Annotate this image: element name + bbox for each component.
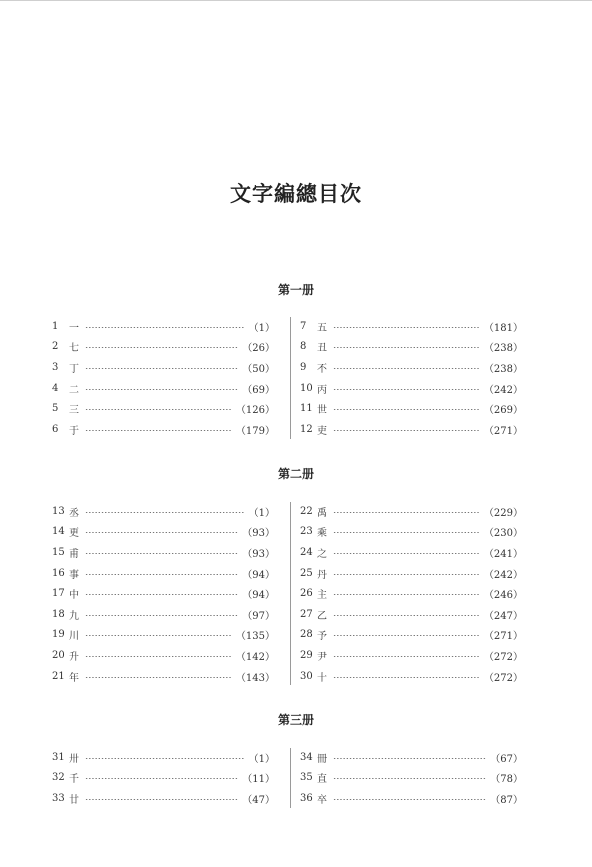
entry-character: 吏 — [317, 425, 327, 437]
dot-leader — [333, 677, 480, 678]
dot-leader — [85, 368, 238, 369]
entry-number: 22 — [300, 505, 313, 517]
dot-leader — [333, 799, 486, 800]
entry-page-number: （247） — [483, 610, 523, 622]
entry-character: 之 — [317, 548, 327, 560]
entry-page-number: （94） — [242, 590, 275, 602]
entry-number: 10 — [300, 382, 313, 394]
toc-entry[interactable] — [52, 604, 275, 625]
toc-entry[interactable] — [300, 337, 523, 358]
entry-character: 主 — [317, 590, 327, 602]
entry-number: 35 — [300, 772, 313, 784]
entry-number: 3 — [52, 361, 59, 373]
toc-entry[interactable] — [300, 501, 523, 522]
entry-number: 13 — [52, 505, 65, 517]
page-title: 文字編總目次 — [230, 181, 362, 206]
entry-number: 23 — [300, 526, 313, 538]
dot-leader — [85, 430, 232, 431]
toc-entry[interactable] — [52, 542, 275, 563]
entry-page-number: （1） — [248, 507, 275, 519]
entry-number: 24 — [300, 546, 313, 558]
toc-entry[interactable] — [300, 378, 523, 399]
entry-number: 16 — [52, 567, 65, 579]
volume-3-entries — [52, 747, 522, 809]
toc-column-right — [300, 501, 523, 686]
entry-character: 廿 — [69, 794, 79, 806]
toc-column-right — [300, 747, 523, 809]
entry-number: 27 — [300, 608, 313, 620]
entry-number: 25 — [300, 567, 313, 579]
toc-entry[interactable] — [300, 583, 523, 604]
entry-character: 不 — [317, 363, 327, 375]
toc-column-right — [300, 316, 523, 440]
entry-page-number: （229） — [483, 507, 523, 519]
entry-page-number: （272） — [483, 651, 523, 663]
entry-character: 九 — [69, 610, 79, 622]
toc-entry[interactable] — [300, 768, 523, 789]
entry-character: 卅 — [69, 753, 79, 765]
entry-number: 36 — [300, 792, 313, 804]
toc-entry[interactable] — [300, 398, 523, 419]
toc-entry[interactable] — [52, 398, 275, 419]
entry-page-number: （241） — [483, 548, 523, 560]
entry-number: 33 — [52, 792, 65, 804]
entry-character: 冊 — [317, 753, 327, 765]
entry-character: 七 — [69, 343, 79, 355]
volume-1-heading: 第一册 — [277, 283, 314, 297]
volume-3-heading: 第三册 — [277, 713, 314, 727]
entry-number: 8 — [300, 341, 307, 353]
entry-character: 升 — [69, 651, 79, 663]
column-divider — [290, 502, 291, 685]
top-border-line — [0, 0, 592, 1]
entry-page-number: （11） — [242, 774, 275, 786]
entry-number: 15 — [52, 546, 65, 558]
dot-leader — [333, 635, 480, 636]
toc-entry[interactable] — [300, 747, 523, 768]
entry-number: 29 — [300, 649, 313, 661]
entry-page-number: （269） — [483, 405, 523, 417]
entry-character: 川 — [69, 631, 79, 643]
toc-entry[interactable] — [300, 522, 523, 543]
entry-number: 12 — [300, 423, 313, 435]
dot-leader — [85, 327, 245, 328]
entry-character: 一 — [69, 322, 79, 334]
entry-character: 事 — [69, 569, 79, 581]
entry-page-number: （142） — [235, 651, 275, 663]
entry-page-number: （126） — [235, 405, 275, 417]
entry-number: 19 — [52, 629, 65, 641]
toc-entry[interactable] — [52, 337, 275, 358]
toc-entry[interactable] — [52, 522, 275, 543]
entry-number: 30 — [300, 670, 313, 682]
entry-page-number: （78） — [490, 774, 523, 786]
entry-character: 禹 — [317, 507, 327, 519]
toc-entry[interactable] — [300, 666, 523, 687]
entry-number: 11 — [300, 403, 313, 415]
toc-entry[interactable] — [300, 357, 523, 378]
column-divider — [290, 748, 291, 808]
entry-number: 18 — [52, 608, 65, 620]
entry-number: 21 — [52, 670, 65, 682]
dot-leader — [85, 656, 232, 657]
dot-leader — [85, 532, 238, 533]
entry-character: 二 — [69, 384, 79, 396]
dot-leader — [85, 758, 245, 759]
entry-character: 甫 — [69, 548, 79, 560]
entry-character: 直 — [317, 774, 327, 786]
toc-entry[interactable] — [300, 563, 523, 584]
toc-entry[interactable] — [52, 625, 275, 646]
toc-entry[interactable] — [300, 625, 523, 646]
entry-character: 乘 — [317, 528, 327, 540]
entry-number: 1 — [52, 320, 59, 332]
entry-number: 14 — [52, 526, 65, 538]
dot-leader — [333, 532, 480, 533]
entry-page-number: （26） — [242, 343, 275, 355]
toc-entry[interactable] — [52, 316, 275, 337]
toc-entry[interactable] — [52, 645, 275, 666]
toc-column-left — [52, 501, 275, 686]
volume-2-entries — [52, 501, 522, 686]
entry-character: 予 — [317, 631, 327, 643]
dot-leader — [333, 574, 480, 575]
toc-entry[interactable] — [52, 768, 275, 789]
toc-entry[interactable] — [300, 788, 523, 809]
dot-leader — [333, 594, 480, 595]
entry-character: 更 — [69, 528, 79, 540]
entry-number: 31 — [52, 751, 65, 763]
dot-leader — [333, 368, 480, 369]
toc-entry[interactable] — [300, 316, 523, 337]
dot-leader — [85, 799, 238, 800]
volume-1-entries — [52, 316, 522, 440]
entry-number: 2 — [52, 341, 59, 353]
entry-page-number: （246） — [483, 590, 523, 602]
dot-leader — [333, 327, 480, 328]
entry-page-number: （242） — [483, 569, 523, 581]
entry-page-number: （230） — [483, 528, 523, 540]
entry-page-number: （238） — [483, 363, 523, 375]
entry-character: 丁 — [69, 363, 79, 375]
dot-leader — [333, 512, 480, 513]
dot-leader — [85, 389, 238, 390]
dot-leader — [85, 409, 232, 410]
toc-entry[interactable] — [52, 788, 275, 809]
dot-leader — [333, 389, 480, 390]
entry-page-number: （242） — [483, 384, 523, 396]
dot-leader — [85, 635, 232, 636]
entry-character: 于 — [69, 425, 79, 437]
entry-character: 三 — [69, 405, 79, 417]
entry-character: 十 — [317, 672, 327, 684]
entry-character: 五 — [317, 322, 327, 334]
entry-page-number: （94） — [242, 569, 275, 581]
toc-entry[interactable] — [300, 542, 523, 563]
dot-leader — [333, 409, 480, 410]
toc-entry[interactable] — [300, 645, 523, 666]
entry-page-number: （135） — [235, 631, 275, 643]
entry-number: 26 — [300, 588, 313, 600]
entry-character: 乙 — [317, 610, 327, 622]
entry-page-number: （93） — [242, 548, 275, 560]
dot-leader — [333, 778, 486, 779]
dot-leader — [333, 553, 480, 554]
dot-leader — [85, 677, 232, 678]
entry-character: 年 — [69, 672, 79, 684]
toc-entry[interactable] — [52, 583, 275, 604]
entry-number: 17 — [52, 588, 65, 600]
entry-character: 卒 — [317, 794, 327, 806]
entry-character: 丑 — [317, 343, 327, 355]
entry-number: 34 — [300, 751, 313, 763]
dot-leader — [85, 512, 245, 513]
entry-character: 丙 — [317, 384, 327, 396]
entry-character: 千 — [69, 774, 79, 786]
entry-number: 4 — [52, 382, 59, 394]
toc-entry[interactable] — [52, 563, 275, 584]
dot-leader — [85, 778, 238, 779]
toc-entry[interactable] — [300, 604, 523, 625]
entry-number: 5 — [52, 403, 59, 415]
dot-leader — [333, 430, 480, 431]
dot-leader — [333, 615, 480, 616]
toc-entry[interactable] — [52, 378, 275, 399]
entry-number: 28 — [300, 629, 313, 641]
dot-leader — [85, 553, 238, 554]
entry-page-number: （93） — [242, 528, 275, 540]
entry-page-number: （271） — [483, 425, 523, 437]
entry-page-number: （50） — [242, 363, 275, 375]
toc-entry[interactable] — [52, 357, 275, 378]
toc-column-left — [52, 316, 275, 440]
entry-page-number: （272） — [483, 672, 523, 684]
toc-entry[interactable] — [52, 666, 275, 687]
entry-number: 20 — [52, 649, 65, 661]
dot-leader — [333, 758, 486, 759]
entry-page-number: （1） — [248, 322, 275, 334]
entry-page-number: （143） — [235, 672, 275, 684]
entry-page-number: （47） — [242, 794, 275, 806]
dot-leader — [85, 594, 238, 595]
toc-column-left — [52, 747, 275, 809]
entry-character: 丞 — [69, 507, 79, 519]
dot-leader — [333, 656, 480, 657]
column-divider — [290, 317, 291, 439]
toc-entry[interactable] — [52, 501, 275, 522]
entry-page-number: （271） — [483, 631, 523, 643]
entry-character: 尹 — [317, 651, 327, 663]
toc-entry[interactable] — [300, 419, 523, 440]
entry-number: 32 — [52, 772, 65, 784]
entry-character: 丹 — [317, 569, 327, 581]
entry-page-number: （87） — [490, 794, 523, 806]
entry-page-number: （69） — [242, 384, 275, 396]
entry-number: 7 — [300, 320, 307, 332]
dot-leader — [333, 347, 480, 348]
entry-page-number: （67） — [490, 753, 523, 765]
entry-number: 6 — [52, 423, 59, 435]
toc-entry[interactable] — [52, 747, 275, 768]
entry-character: 世 — [317, 405, 327, 417]
toc-entry[interactable] — [52, 419, 275, 440]
entry-page-number: （179） — [235, 425, 275, 437]
entry-page-number: （181） — [483, 322, 523, 334]
dot-leader — [85, 347, 238, 348]
dot-leader — [85, 615, 238, 616]
entry-character: 中 — [69, 590, 79, 602]
dot-leader — [85, 574, 238, 575]
entry-page-number: （238） — [483, 343, 523, 355]
volume-2-heading: 第二册 — [277, 467, 314, 481]
entry-number: 9 — [300, 361, 307, 373]
entry-page-number: （97） — [242, 610, 275, 622]
entry-page-number: （1） — [248, 753, 275, 765]
